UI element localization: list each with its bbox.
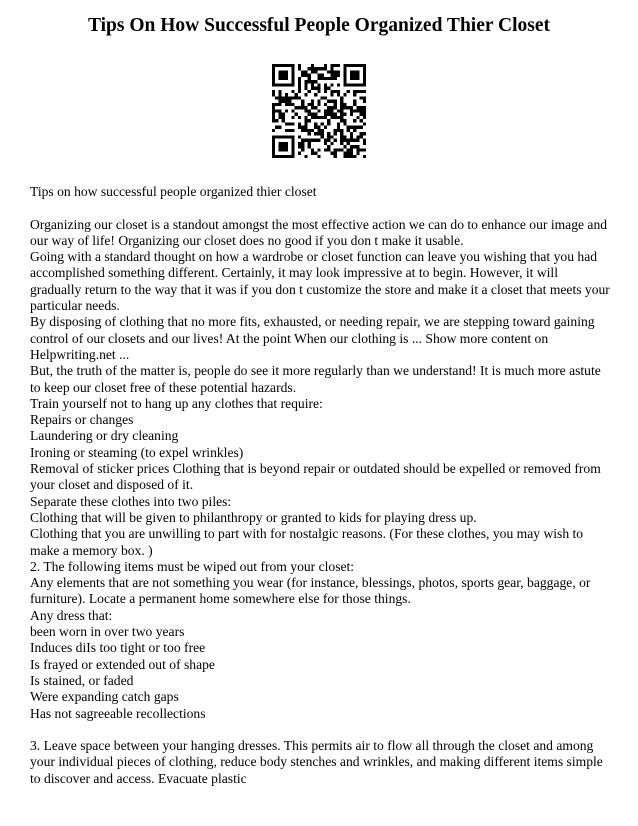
list-item: Clothing that will be given to philanthropy or granted to kids for playing dress up.: [30, 509, 477, 525]
paragraph: Any elements that are not something you wear (for instance, blessings, photos, sports gear, baggage, or furniture). Locate a permanent home somewhere else for those things.: [30, 575, 591, 607]
list-item: Ironing or steaming (to expel wrinkles): [30, 444, 244, 460]
list-item: Has not sagreeable recollections: [30, 705, 206, 721]
paragraph: But, the truth of the matter is, people do see it more regularly than we understand! It is much more astute to keep our closet free of these potential hazards.: [30, 363, 601, 395]
paragraph: By disposing of clothing that no more fits, exhausted, or needing repair, we are stepping toward gaining control of our closets and our lives! At the point When our clothing is ... Show more content on Helpwriting.net ...: [30, 314, 595, 362]
document-title: Tips On How Successful People Organized Thier Closet: [87, 15, 551, 36]
list-item: Repairs or changes: [30, 412, 134, 428]
paragraph: 2. The following items must be wiped out from your closet:: [30, 558, 355, 574]
list-item: Is stained, or faded: [30, 672, 134, 688]
qr-code-icon: [272, 64, 366, 158]
list-item: Clothing that you are unwilling to part with for nostalgic reasons. (For these clothes, you may wish to make a memory box. ): [30, 526, 584, 558]
paragraph: Organizing our closet is a standout amongst the most effective action we can do to enhance our image and our way of life! Organizing our closet does no good if you don t make it usable.: [30, 216, 608, 248]
document-body: [30, 184, 610, 787]
list-item: Induces diIs too tight or too free: [30, 640, 206, 656]
paragraph: 3. Leave space between your hanging dresses. This permits air to flow all through the closet and among your individual pieces of clothing, reduce body stenches and wrinkles, and making different items simple to discover and access. Evacuate plastic: [30, 738, 603, 786]
paragraph: Train yourself not to hang up any clothes that require:: [30, 395, 323, 411]
list-item: Were expanding catch gaps: [30, 689, 179, 705]
paragraph: Any dress that:: [30, 607, 113, 623]
list-item: Is frayed or extended out of shape: [30, 656, 215, 672]
paragraph: Separate these clothes into two piles:: [30, 493, 232, 509]
paragraph: Going with a standard thought on how a wardrobe or closet function can leave you wishing that you had accomplished something different. Certainly, it may look impressive at to begin. However, it will gradually return to the way that it was if you don t customize the store and make it a closet that meets your particular needs.: [30, 249, 610, 314]
paragraph: Removal of sticker prices Clothing that is beyond repair or outdated should be expelled or removed from your closet and disposed of it.: [30, 461, 601, 493]
list-item: Laundering or dry cleaning: [30, 428, 179, 444]
document-subtitle: Tips on how successful people organized thier closet: [30, 184, 317, 199]
list-item: been worn in over two years: [30, 624, 185, 640]
